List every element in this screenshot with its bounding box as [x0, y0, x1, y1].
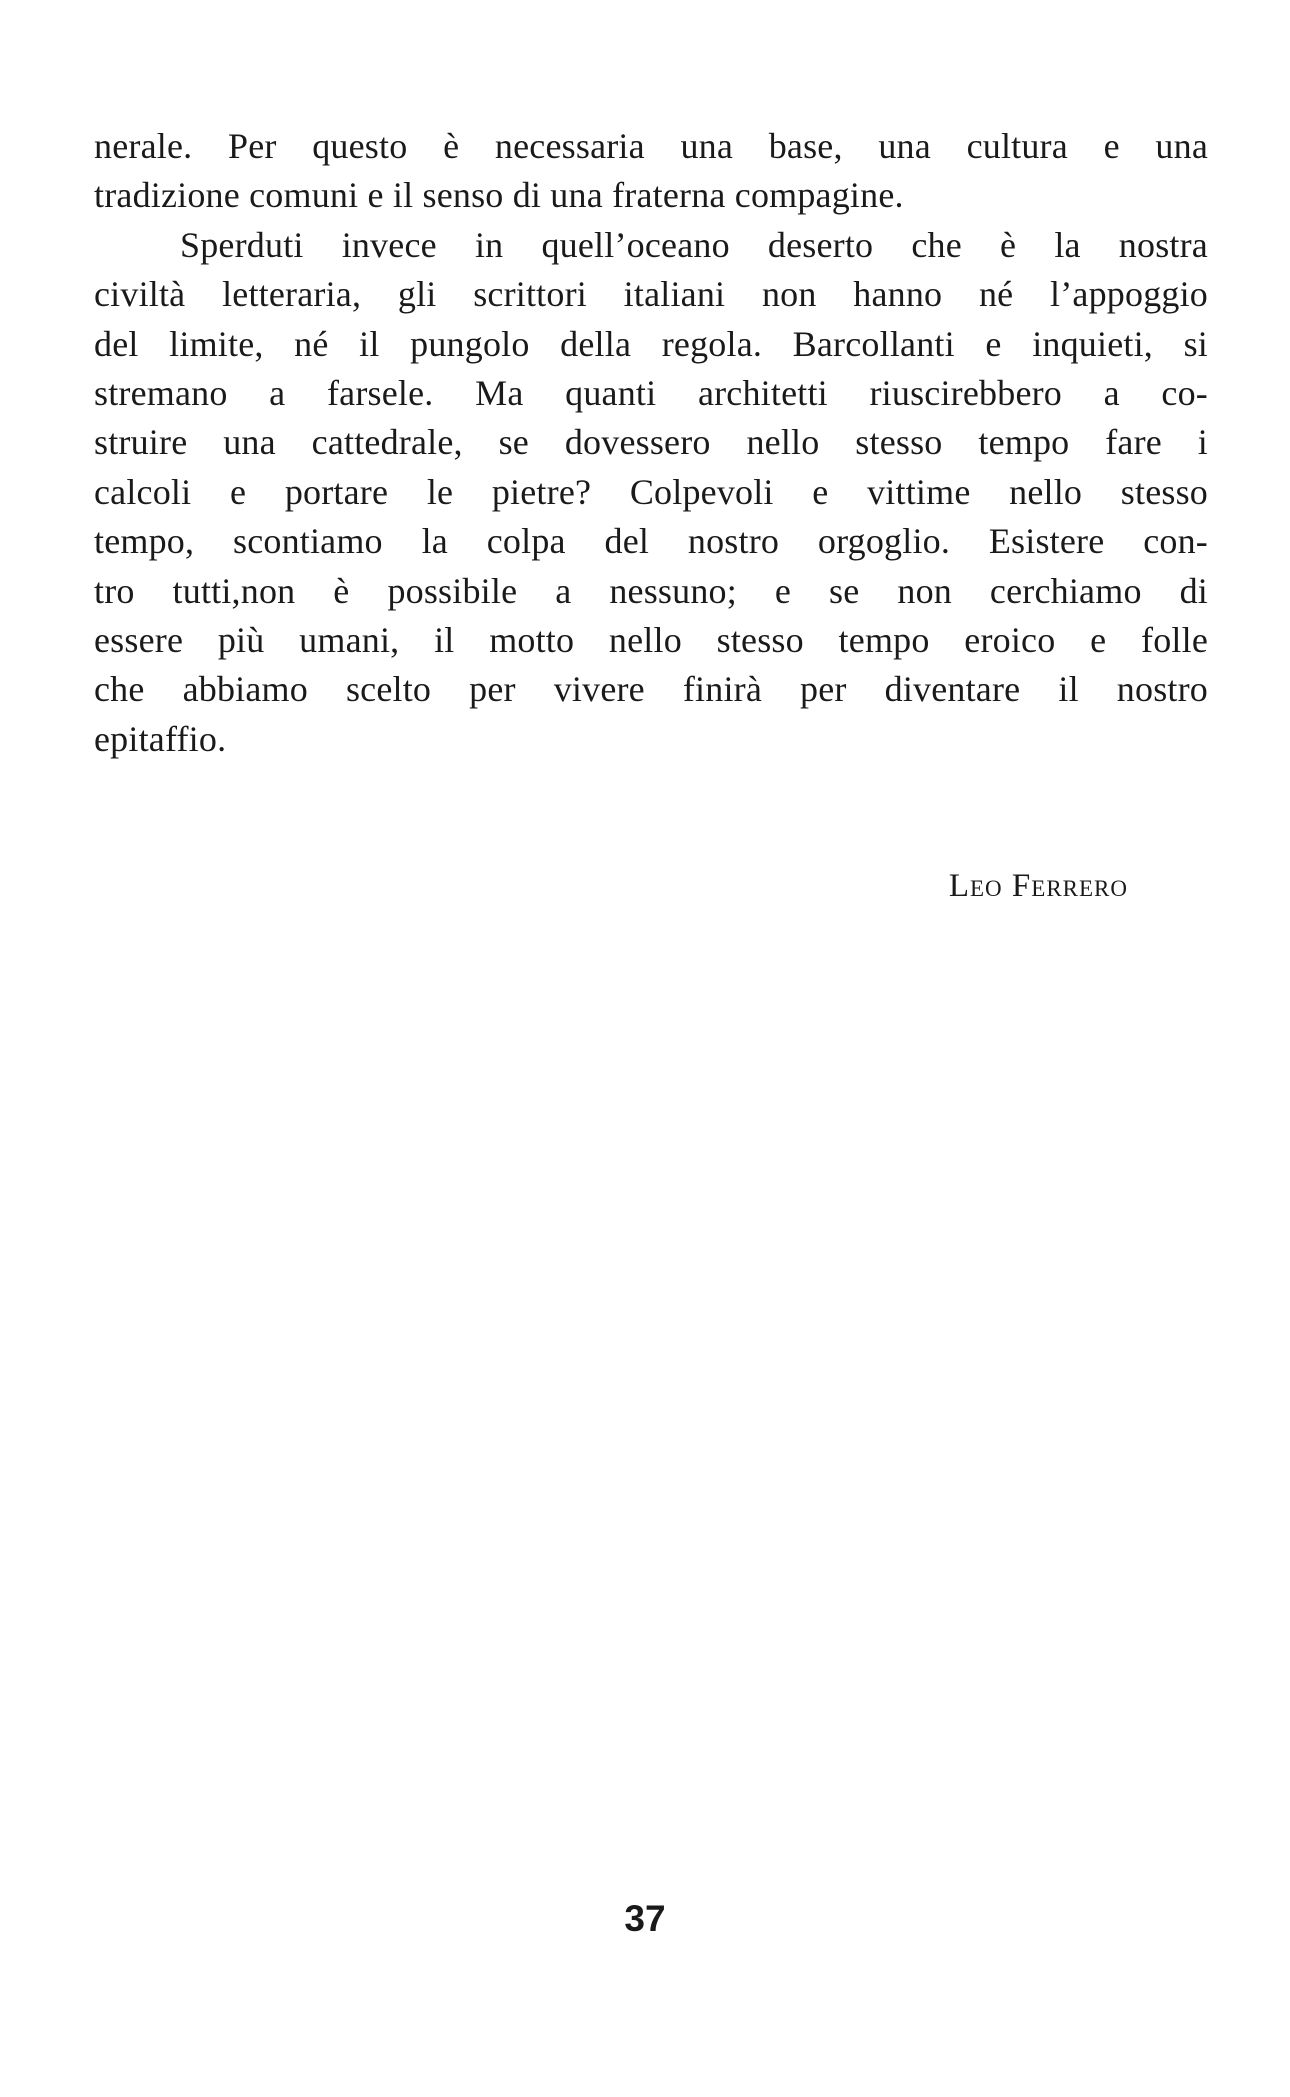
text-line: Sperduti invece in quell’oceano deserto che è la nostra: [180, 224, 1208, 265]
text-line: struire una cattedrale, se dovessero nello stesso tempo fare i: [94, 422, 1208, 463]
text-line: tro tutti,non è possibile a nessuno; e se non cerchiamo di: [94, 570, 1208, 611]
text-line: civiltà letteraria, gli scrittori italiani non hanno né l’appoggio: [94, 274, 1208, 315]
text-line: che abbiamo scelto per vivere finirà per diventare il nostro: [94, 669, 1208, 710]
text-line: del limite, né il pungolo della regola. Barcollanti e inquieti, si: [94, 323, 1208, 364]
text-line: nerale. Per questo è necessaria una base, una cultura e una: [94, 126, 1208, 166]
page-number: 37: [624, 1898, 666, 1939]
text-line: epitaffio.: [94, 718, 227, 759]
text-line: tradizione comuni e il senso di una fraterna compagine.: [94, 175, 904, 216]
text-line: essere più umani, il motto nello stesso tempo eroico e folle: [94, 619, 1208, 660]
text-line: calcoli e portare le pietre? Colpevoli e vittime nello stesso: [94, 471, 1208, 512]
text-line: tempo, scontiamo la colpa del nostro orgoglio. Esistere con-: [94, 521, 1208, 562]
body-text: [94, 122, 1208, 764]
author-signature: Leo Ferrero: [948, 868, 1128, 904]
text-line: stremano a farsele. Ma quanti architetti riuscirebbero a co-: [94, 372, 1208, 413]
